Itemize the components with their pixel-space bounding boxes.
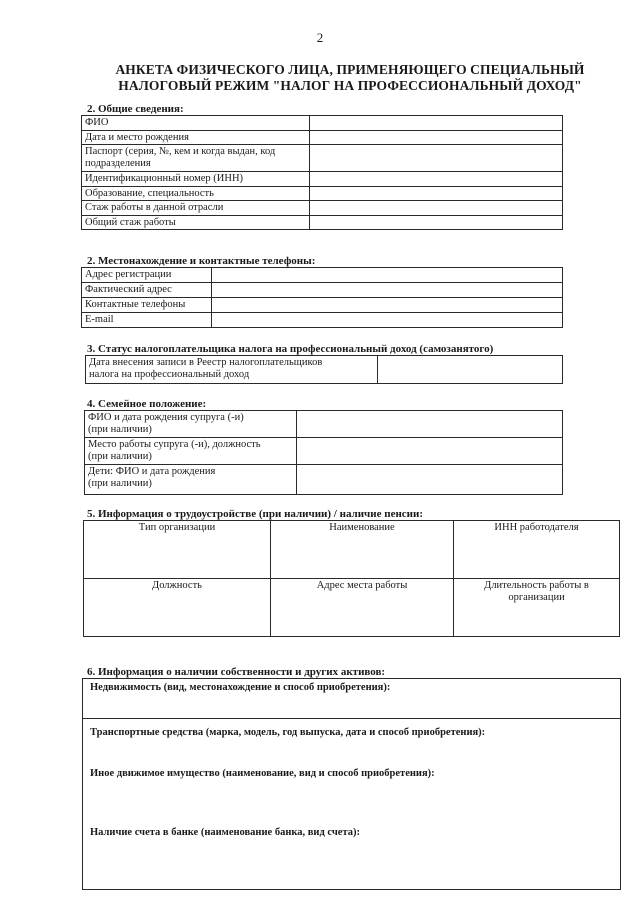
page-number: 2 xyxy=(316,30,324,45)
general-label: Общий стаж работы xyxy=(82,215,310,230)
org-type-header: Тип организации xyxy=(84,521,271,579)
spouse-label-line2: (при наличии) xyxy=(88,423,152,435)
form-title-line1: АНКЕТА ФИЗИЧЕСКОГО ЛИЦА, ПРИМЕНЯЮЩЕГО СПЕЦИАЛЬНЫЙ xyxy=(115,62,585,77)
real-estate-label: Недвижимость (вид, местонахождение и способ приобретения): xyxy=(90,682,391,693)
contacts-value-field[interactable] xyxy=(212,268,563,283)
contacts-label: E-mail xyxy=(82,313,212,328)
status-label-line2: налога на профессиональный доход xyxy=(89,368,250,380)
work-duration-header: Длительность работы в организации xyxy=(454,579,620,637)
children-value-field[interactable] xyxy=(297,465,563,495)
section-general-title: 2. Общие сведения: xyxy=(87,103,184,115)
status-value-field[interactable] xyxy=(378,356,563,384)
assets-box[interactable] xyxy=(82,678,621,890)
spouse-work-value-field[interactable] xyxy=(297,438,563,465)
spouse-label xyxy=(85,411,297,438)
contacts-value-field[interactable] xyxy=(212,298,563,313)
contacts-label: Фактический адрес xyxy=(82,283,212,298)
section-family-title: 4. Семейное положение: xyxy=(87,398,207,410)
status-table xyxy=(85,355,563,384)
position-header: Должность xyxy=(84,579,271,637)
family-table xyxy=(84,410,563,495)
status-label-line1: Дата внесения записи в Реестр налогоплательщиков xyxy=(89,357,323,368)
spouse-work-label-line1: Место работы супруга (-и), должность xyxy=(88,439,261,450)
general-value-field[interactable] xyxy=(310,215,563,230)
general-value-field[interactable] xyxy=(310,116,563,131)
general-label: Стаж работы в данной отрасли xyxy=(82,201,310,216)
spouse-work-label-line2: (при наличии) xyxy=(88,450,152,462)
children-label-line2: (при наличии) xyxy=(88,477,152,489)
general-info-table xyxy=(81,115,563,230)
section-status-title: 3. Статус налогоплательщика налога на профессиональный доход (самозанятого) xyxy=(87,343,494,355)
bank-account-label: Наличие счета в банке (наименование банка, вид счета): xyxy=(90,827,360,838)
movable-property-label: Иное движимое имущество (наименование, вид и способ приобретения): xyxy=(90,768,435,779)
vehicles-label: Транспортные средства (марка, модель, год выпуска, дата и способ приобретения): xyxy=(90,727,486,738)
contacts-label: Контактные телефоны xyxy=(82,298,212,313)
section-contacts-title: 2. Местонахождение и контактные телефоны: xyxy=(87,255,316,267)
general-value-field[interactable] xyxy=(310,130,563,145)
contacts-value-field[interactable] xyxy=(212,313,563,328)
general-value-field[interactable] xyxy=(310,172,563,187)
form-title xyxy=(100,62,600,94)
children-label-line1: Дети: ФИО и дата рождения xyxy=(88,466,216,477)
general-value-field[interactable] xyxy=(310,186,563,201)
general-label: Паспорт (серия, №, кем и когда выдан, код подразделения xyxy=(82,145,310,172)
form-title-line2: НАЛОГОВЫЙ РЕЖИМ "НАЛОГ НА ПРОФЕССИОНАЛЬНЫЙ ДОХОД" xyxy=(118,78,582,93)
spouse-value-field[interactable] xyxy=(297,411,563,438)
general-label: Образование, специальность xyxy=(82,186,310,201)
general-label: ФИО xyxy=(82,116,310,131)
status-label xyxy=(86,356,378,384)
children-label xyxy=(85,465,297,495)
contacts-table xyxy=(81,267,563,328)
work-address-header: Адрес места работы xyxy=(271,579,454,637)
section-assets-title: 6. Информация о наличии собственности и других активов: xyxy=(87,666,386,678)
assets-divider xyxy=(82,718,620,719)
contacts-value-field[interactable] xyxy=(212,283,563,298)
employer-inn-header: ИНН работодателя xyxy=(454,521,620,579)
general-value-field[interactable] xyxy=(310,145,563,172)
spouse-work-label xyxy=(85,438,297,465)
org-name-header: Наименование xyxy=(271,521,454,579)
employment-table xyxy=(83,520,620,637)
contacts-label: Адрес регистрации xyxy=(82,268,212,283)
general-label: Дата и место рождения xyxy=(82,130,310,145)
general-label: Идентификационный номер (ИНН) xyxy=(82,172,310,187)
section-employment-title: 5. Информация о трудоустройстве (при наличии) / наличие пенсии: xyxy=(87,508,424,520)
spouse-label-line1: ФИО и дата рождения супруга (-и) xyxy=(88,412,244,423)
general-value-field[interactable] xyxy=(310,201,563,216)
